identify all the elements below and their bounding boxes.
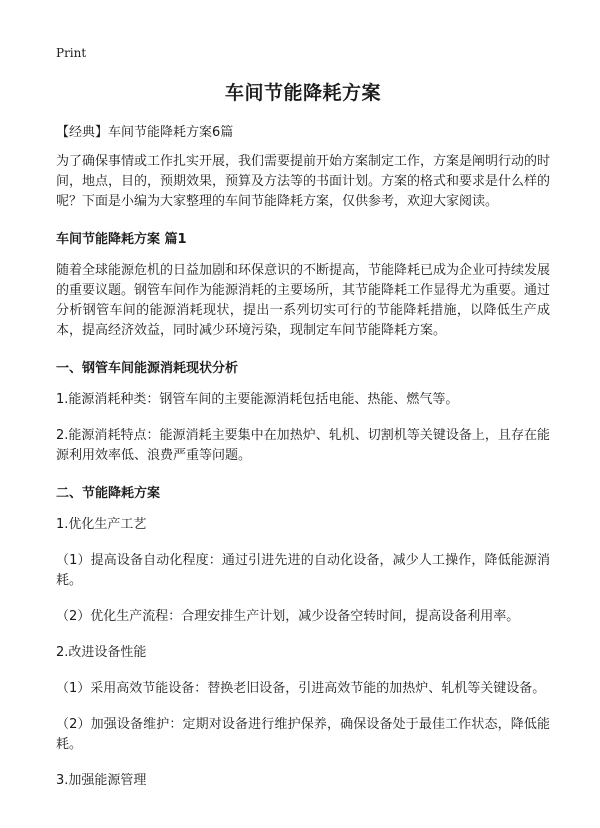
list-item: （1）采用高效节能设备：替换老旧设备，引进高效节能的加热炉、轧机等关键设备。: [56, 681, 546, 696]
subsection-title: 1.优化生产工艺: [56, 517, 147, 532]
print-link[interactable]: Print: [56, 46, 87, 60]
page-title: 车间节能降耗方案: [224, 82, 381, 104]
document-body: [56, 78, 550, 807]
list-item: （2）加强设备维护：定期对设备进行维护保养，确保设备处于最佳工作状态，降低能耗。: [56, 717, 550, 752]
list-item: （2）优化生产流程：合理安排生产计划，减少设备空转时间，提高设备利用率。: [56, 609, 520, 624]
subsection-title: 2.改进设备性能: [56, 645, 147, 660]
list-item: （1）提高设备自动化程度：通过引进先进的自动化设备，减少人工操作，降低能源消耗。: [56, 553, 550, 588]
article-intro-paragraph: 随着全球能源危机的日益加剧和环保意识的不断提高，节能降耗已成为企业可持续发展的重要议题。钢管车间作为能源消耗的主要场所，其节能降耗工作显得尤为重要。通过分析钢管车间的能源消耗现状，提出一系列切实可行的节能降耗措施，以降低生产成本，提高经济效益，同时减少环境污染，现制定车间节能降耗方案。: [56, 263, 551, 338]
section-heading-2: 二、节能降耗方案: [56, 486, 161, 501]
subsection-title: 3.加强能源管理: [56, 773, 147, 788]
list-item: 1.能源消耗种类：钢管车间的主要能源消耗包括电能、热能、燃气等。: [56, 392, 459, 407]
intro-paragraph: 为了确保事情或工作扎实开展，我们需要提前开始方案制定工作，方案是阐明行动的时间，地点，目的，预期效果，预算及方法等的书面计划。方案的格式和要求是什么样的呢？下面是小编为大家整理的车间节能降耗方案，仅供参考，欢迎大家阅读。: [56, 154, 551, 209]
list-item: 2.能源消耗特点：能源消耗主要集中在加热炉、轧机、切割机等关键设备上，且存在能源利用效率低、浪费严重等问题。: [56, 428, 550, 463]
section-heading-1: 一、钢管车间能源消耗现状分析: [56, 361, 239, 376]
article-heading: 车间节能降耗方案 篇1: [56, 232, 187, 247]
document-subtitle: 【经典】车间节能降耗方案6篇: [56, 125, 234, 140]
